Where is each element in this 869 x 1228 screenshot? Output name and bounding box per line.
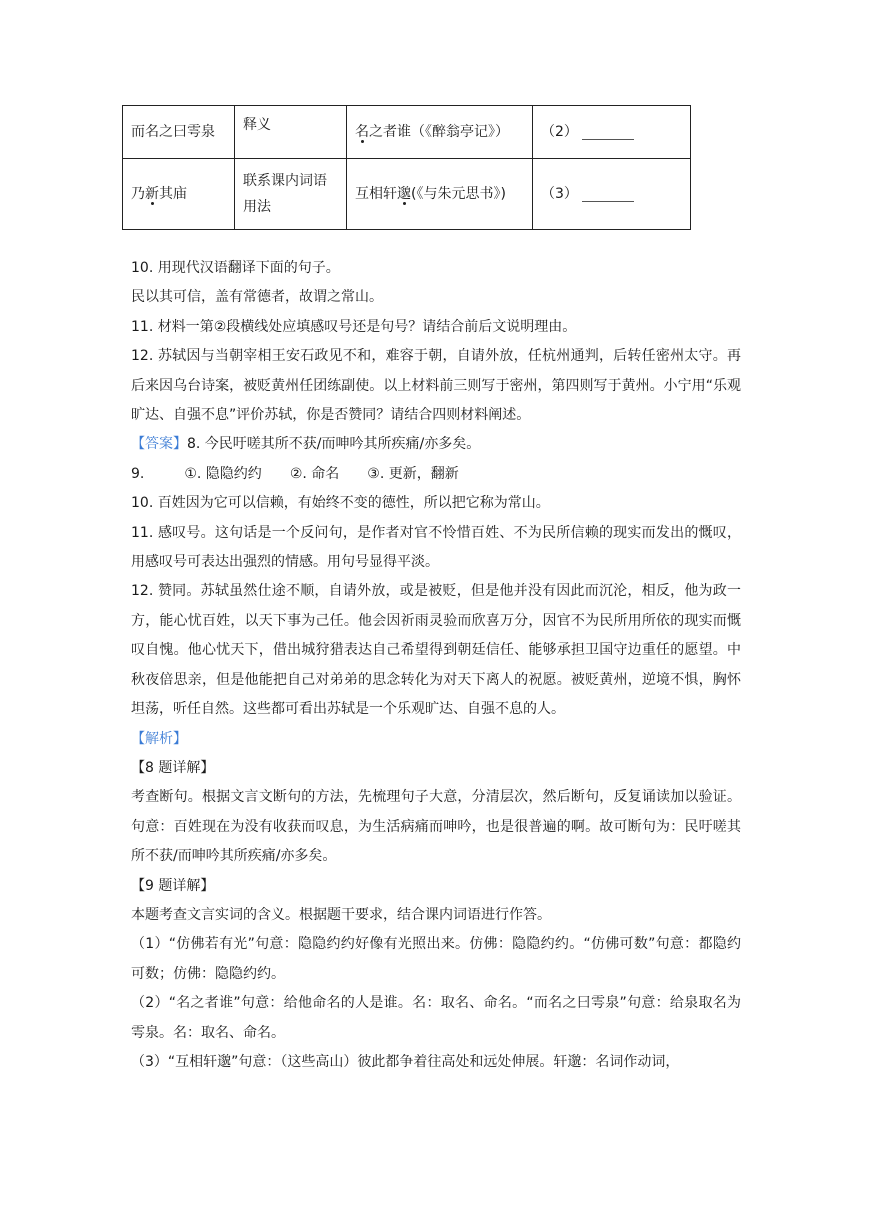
analysis-9-1: （1）“仿佛若有光”句意：隐隐约约好像有光照出来。仿佛：隐隐约约。“仿佛可数”句意：都隐约可数；仿佛：隐隐约约。 [131, 936, 741, 982]
table-cell-reference: 互相轩邈(《与朱元思书》) [347, 159, 533, 230]
question-12: 12. 苏轼因与当朝宰相王安石政见不和，难容于朝，自请外放，任杭州通判，后转任密州太守。再后来因乌台诗案，被贬黄州任团练副使。以上材料前三则写于密州，第四则写于黄州。小宁用“乐观旷达、自强不息”评价苏轼，你是否赞同？请结合四则材料阐述。 [131, 348, 741, 424]
question-10: 10. 用现代汉语翻译下面的句子。 [131, 260, 340, 276]
answer-blank [582, 187, 634, 202]
analysis-heading-8: 【8 题详解】 [131, 759, 215, 776]
table-cell-blank: （2） [533, 106, 691, 159]
analysis-9: 本题考查文言实词的含义。根据题干要求，结合课内词语进行作答。 [131, 906, 551, 923]
analysis-label: 【解析】 [131, 730, 187, 747]
emphasis-dot-char: 名 [355, 124, 369, 140]
answer-8: 【答案】8. 今民吁嗟其所不获/而呻吟其所疾痛/亦多矣。 [131, 436, 481, 453]
table-cell-word: 乃新其庙 [123, 159, 235, 230]
table-cell-blank: （3） [533, 159, 691, 230]
analysis-9-3: （3）“互相轩邈”句意：（这些高山）彼此都争着往高处和远处伸展。轩邈：名词作动词， [131, 1053, 680, 1070]
answer-blank [582, 125, 634, 140]
table-cell-reference: 名之者谁（《醉翁亭记》） [347, 106, 533, 159]
emphasis-dot-char: 邈 [397, 186, 411, 202]
question-11: 11. 材料一第②段横线处应填感叹号还是句号？请结合前后文说明理由。 [131, 318, 577, 335]
answer-label: 【答案】 [131, 436, 187, 453]
emphasis-dot-char: 新 [145, 186, 159, 202]
question-10-sentence: 民以其可信，盖有常德者，故谓之常山。 [131, 289, 383, 306]
answer-9: 9. ①. 隐隐约约 ②. 命名 ③. 更新，翻新 [131, 465, 459, 482]
main-text [131, 254, 741, 1077]
analysis-9-2: （2）“名之者谁”句意：给他命名的人是谁。名：取名、命名。“而名之曰雩泉”句意：给泉取名为雩泉。名：取名、命名。 [131, 995, 741, 1041]
answer-11: 11. 感叹号。这句话是一个反问句，是作者对官不怜惜百姓、不为民所信赖的现实而发出的慨叹，用感叹号可表达出强烈的情感。用句号显得平淡。 [131, 524, 741, 571]
answer-10: 10. 百姓因为它可以信赖，有始终不变的德性，所以把它称为常山。 [131, 495, 550, 512]
table-row [123, 106, 691, 159]
answer-12: 12. 赞同。苏轼虽然仕途不顺，自请外放，或是被贬，但是他并没有因此而沉沦，相反，他为政一方，能心忧百姓，以天下事为己任。他会因祈雨灵验而欣喜万分，因官不为民所用所依的现实而慨叹自愧。他心忧天下，借出城狩猎表达自己希望得到朝廷信任、能够承担卫国守边重任的愿望。中秋夜倍思亲，但是他能把自己对弟弟的思念转化为对天下离人的祝愿。被贬黄州，逆境不惧，胸怀坦荡，听任自然。这些都可看出苏轼是一个乐观旷达、自强不息的人。 [131, 583, 741, 718]
vocab-table [122, 105, 691, 230]
table-cell-method: 释义 [235, 106, 347, 159]
analysis-heading-9: 【9 题详解】 [131, 877, 215, 894]
analysis-8: 考查断句。根据文言文断句的方法，先梳理句子大意，分清层次，然后断句，反复诵读加以验证。句意：百姓现在为没有收获而叹息，为生活病痛而呻吟，也是很普遍的啊。故可断句为：民吁嗟其所不获/而呻吟其所疾痛/亦多矣。 [131, 789, 741, 865]
table-cell-word: 而名之曰雩泉 [123, 106, 235, 159]
table-row [123, 159, 691, 230]
table-cell-method: 联系课内词语用法 [235, 159, 347, 230]
